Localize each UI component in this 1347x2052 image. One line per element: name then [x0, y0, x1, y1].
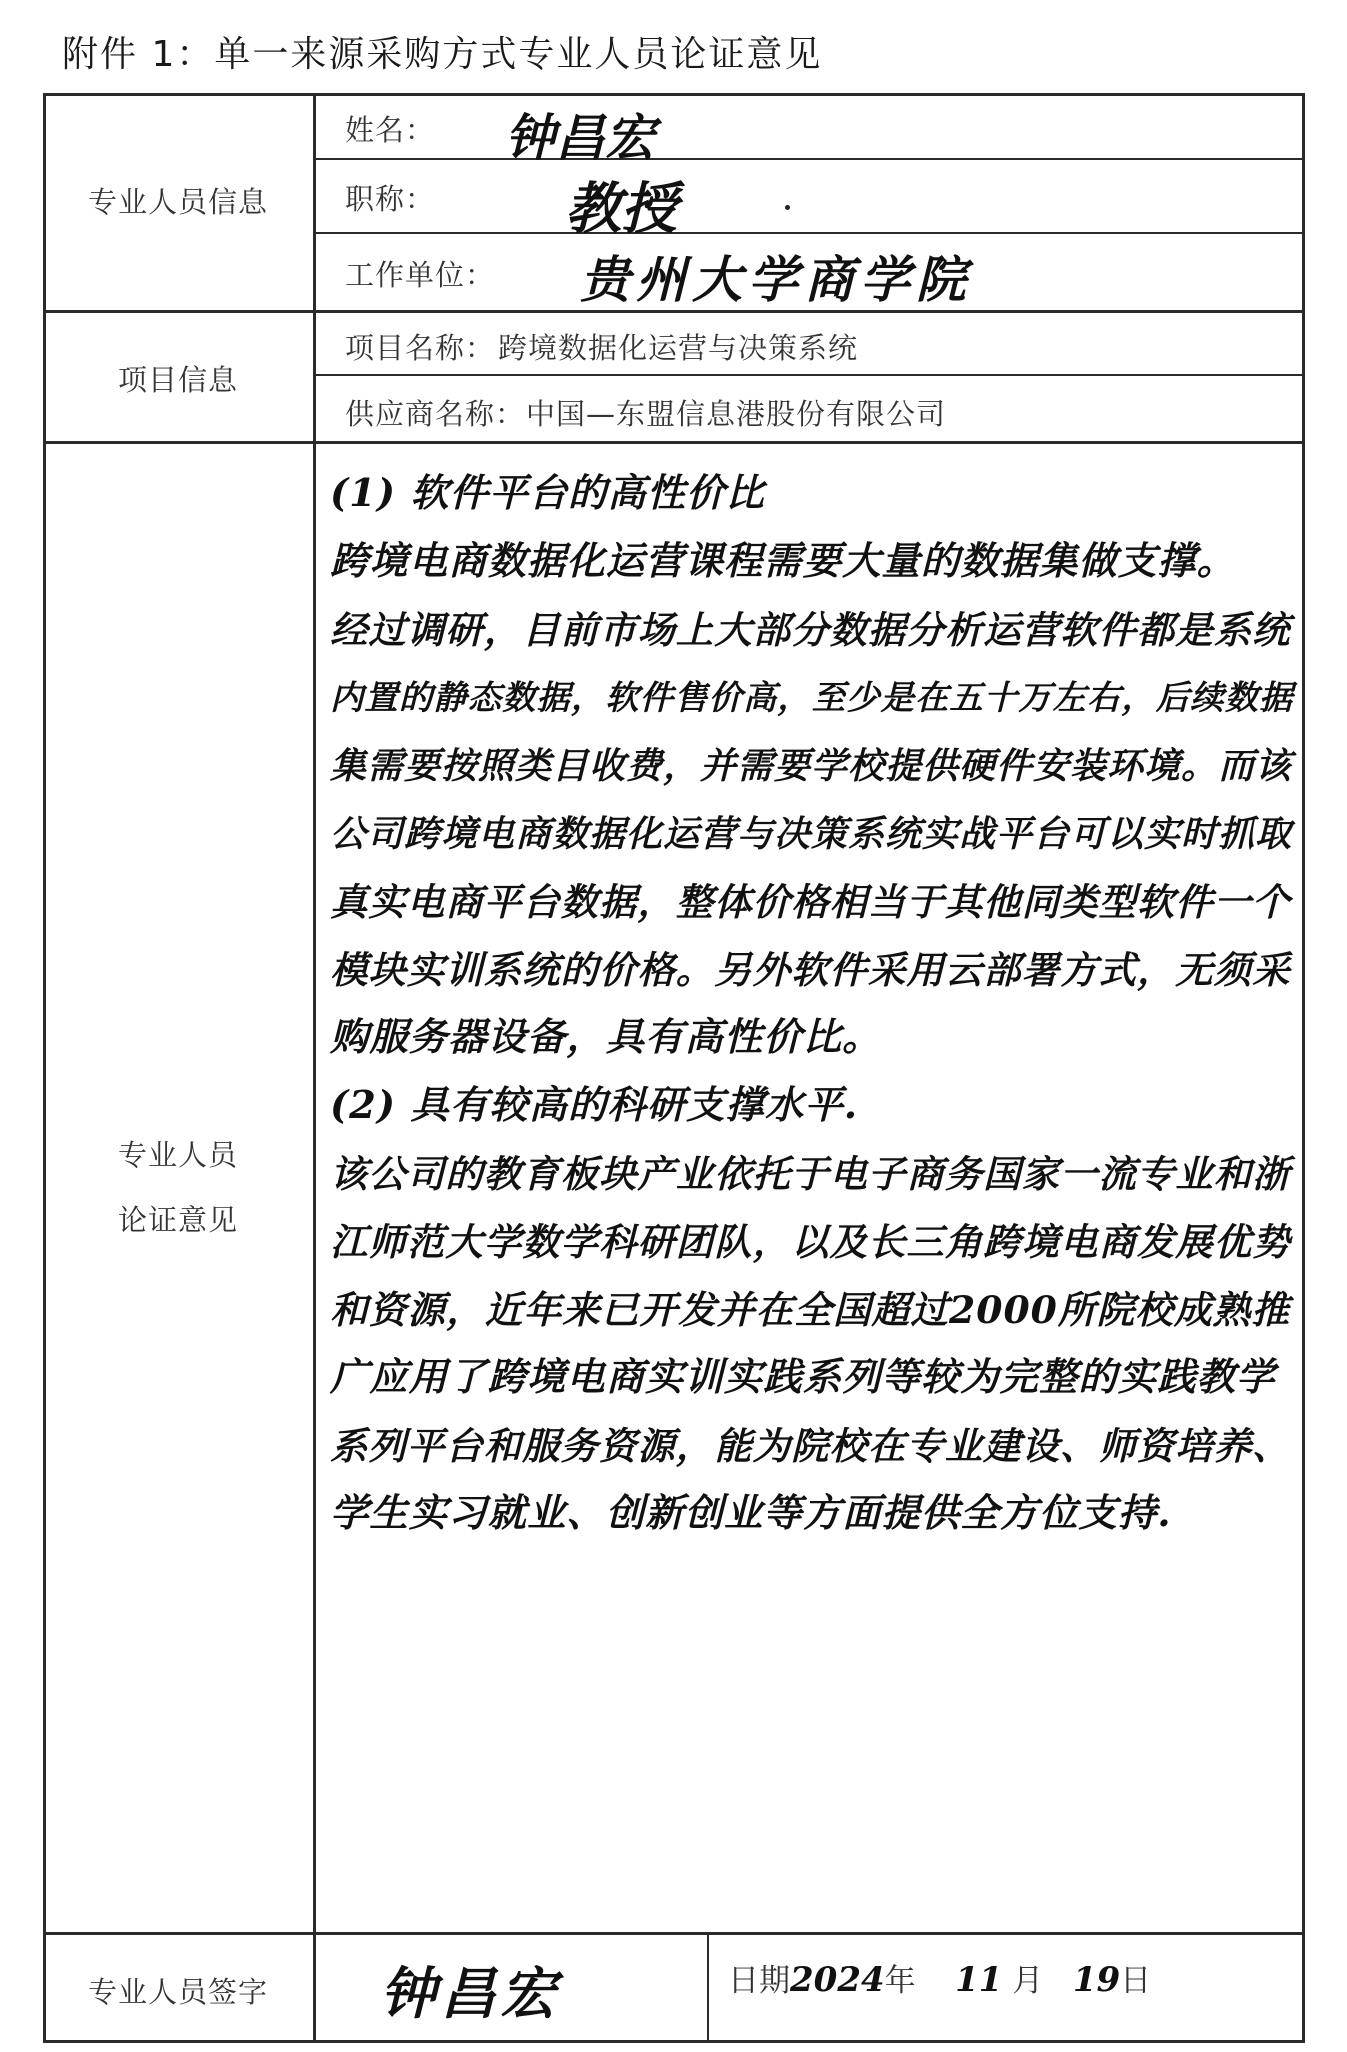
- opinion-line: 系列平台和服务资源，能为院校在专业建设、师资培养、: [330, 1424, 1291, 1468]
- date-divider: [707, 1932, 709, 2043]
- supplier-value: 中国—东盟信息港股份有限公司: [526, 397, 947, 431]
- unit-handwritten: 贵州大学商学院: [580, 250, 972, 309]
- section-divider-opinion: [43, 441, 1305, 444]
- opinion-line: 真实电商平台数据，整体价格相当于其他同类型软件一个: [330, 880, 1291, 924]
- project-name-value: 跨境数据化运营与决策系统: [498, 331, 859, 365]
- date-day-unit: 日: [1120, 1963, 1152, 1999]
- row-divider-name: [313, 158, 1305, 160]
- opinion-line: 跨境电商数据化运营课程需要大量的数据集做支撑。: [330, 539, 1236, 584]
- opinion-line: 公司跨境电商数据化运营与决策系统实战平台可以实时抓取: [330, 813, 1293, 855]
- row-divider-supplier: [313, 374, 1305, 376]
- signature-handwritten: 钟昌宏: [380, 1961, 560, 2027]
- date-month-unit: 月: [1012, 1963, 1044, 1999]
- opinion-line: 模块实训系统的价格。另外软件采用云部署方式，无须采: [330, 948, 1291, 992]
- opinion-line: 江师范大学数学科研团队，以及长三角跨境电商发展优势: [330, 1220, 1291, 1264]
- name-label: 姓名：: [345, 113, 436, 147]
- date-day: 19: [1072, 1960, 1121, 2000]
- opinion-line: (2) 具有较高的科研支撑水平.: [330, 1083, 859, 1128]
- title-label: 职称：: [345, 182, 436, 216]
- opinion-line: 该公司的教育板块产业依托于电子商务国家一流专业和浙: [330, 1152, 1291, 1196]
- date-label: 日期: [728, 1963, 790, 1999]
- ink-dot: [785, 205, 790, 210]
- date-year-unit: 年: [884, 1963, 916, 1999]
- document-title: 附件 1：单一来源采购方式专业人员论证意见: [62, 34, 823, 75]
- opinion-line: 购服务器设备，具有高性价比。: [330, 1015, 882, 1060]
- date-month: 11: [955, 1960, 1003, 2000]
- project-name-label: 项目名称：: [345, 331, 496, 365]
- signature-label: 专业人员签字: [87, 1975, 268, 2009]
- expert-info-section-label: 专业人员信息: [87, 185, 268, 219]
- row-divider-title: [313, 232, 1305, 234]
- opinion-line: 集需要按照类目收费，并需要学校提供硬件安装环境。而该: [330, 745, 1293, 787]
- project-info-section-label: 项目信息: [117, 363, 238, 397]
- opinion-line: (1) 软件平台的高性价比: [330, 471, 765, 516]
- section-divider-signature: [43, 1932, 1305, 1935]
- column-divider: [313, 93, 316, 2043]
- opinion-line: 和资源，近年来已开发并在全国超过2000所院校成熟推: [330, 1288, 1291, 1332]
- unit-label: 工作单位：: [345, 258, 496, 292]
- opinion-line: 经过调研，目前市场上大部分数据分析运营软件都是系统: [330, 608, 1291, 652]
- signature-date: [728, 1955, 1151, 2000]
- supplier-label: 供应商名称：: [345, 397, 526, 431]
- opinion-line: 学生实习就业、创新创业等方面提供全方位支持.: [330, 1491, 1172, 1536]
- title-handwritten: 教授: [565, 176, 677, 242]
- opinion-handwritten-text: [330, 460, 1305, 1548]
- opinion-line: 内置的静态数据，软件售价高，至少是在五十万左右，后续数据: [330, 678, 1294, 717]
- date-year: 2024: [790, 1960, 885, 2000]
- opinion-section-label-line2: 论证意见: [117, 1203, 238, 1237]
- name-handwritten: 钟昌宏: [505, 108, 655, 167]
- opinion-line: 广应用了跨境电商实训实践系列等较为完整的实践教学: [330, 1355, 1276, 1400]
- opinion-section-label-line1: 专业人员: [117, 1138, 238, 1172]
